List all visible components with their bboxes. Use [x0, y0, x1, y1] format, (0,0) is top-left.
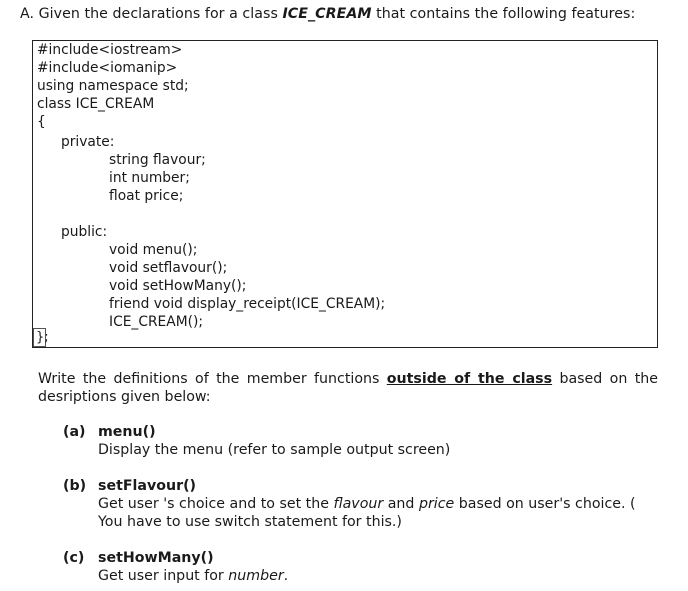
item-label-c: (c): [63, 550, 85, 566]
code-line: void menu();: [109, 242, 198, 258]
code-line: #include<iostream>: [37, 42, 183, 58]
code-line: void setHowMany();: [109, 278, 247, 294]
code-line: friend void display_receipt(ICE_CREAM);: [109, 296, 386, 312]
item-title-a: menu(): [98, 424, 156, 440]
instruction-text: Write the definitions of the member functions outside of the class based on the desriptions given below:: [38, 371, 658, 405]
code-line: class ICE_CREAM: [37, 96, 155, 112]
item-desc-b: Get user 's choice and to set the flavour and price based on user's choice. ( You have to use switch statement for this.): [98, 496, 636, 530]
closing-brace: };: [33, 328, 46, 347]
question-heading: A. Given the declarations for a class ICE_CREAM that contains the following features:: [20, 6, 636, 22]
public-label: public:: [61, 224, 108, 240]
class-name: ICE_CREAM: [282, 6, 372, 22]
code-line: #include<iomanip>: [37, 60, 178, 76]
item-desc-c: Get user input for number.: [98, 568, 289, 584]
code-line: float price;: [109, 188, 184, 204]
code-block: [32, 40, 658, 348]
code-line: ICE_CREAM();: [109, 314, 204, 330]
item-label-b: (b): [63, 478, 87, 494]
code-line: using namespace std;: [37, 78, 189, 94]
code-line: void setflavour();: [109, 260, 228, 276]
code-line: int number;: [109, 170, 190, 186]
item-desc-a: Display the menu (refer to sample output screen): [98, 442, 451, 458]
code-line: {: [37, 114, 46, 130]
private-label: private:: [61, 134, 115, 150]
item-label-a: (a): [63, 424, 86, 440]
code-line: string flavour;: [109, 152, 206, 168]
emphasis-underline: outside of the class: [386, 371, 553, 387]
item-title-b: setFlavour(): [98, 478, 197, 494]
item-title-c: setHowMany(): [98, 550, 214, 566]
